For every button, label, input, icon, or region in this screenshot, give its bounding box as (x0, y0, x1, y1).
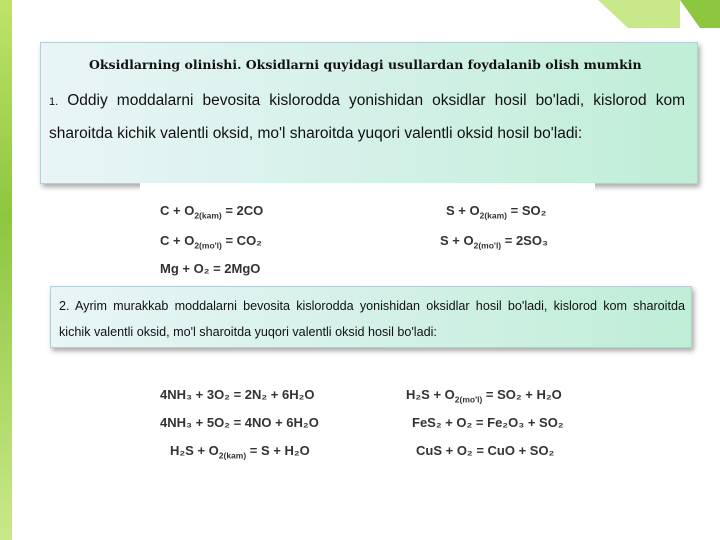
equation: $C + O_{2(kam)} = 2CO$ (160, 203, 264, 221)
info-card-2 (50, 286, 692, 348)
paragraph-text: Oddiy moddalarni bevosita kislorodda yonishidan oksidlar hosil bo'ladi, kislorod kom sharoitda kichik valentli oksid, mo'l sharoitda yuqori valentli oksid hosil bo'ladi: (49, 92, 685, 142)
equations-panel-2 (100, 377, 620, 492)
equation: $S + O_{2(kam)} = SO_2$ (446, 203, 547, 221)
equation: $H_2S + O_{2(kam)} = S + H_2O$ (170, 443, 310, 461)
item-number: 1. (49, 96, 59, 108)
equation: 4NH₃ + 3O₂ = 2N₂ + 6H₂O (160, 387, 315, 402)
equation: FeS₂ + O₂ = Fe₂O₃ + SO₂ (412, 415, 564, 430)
card-paragraph-1 (49, 85, 685, 149)
card-title: Oksidlarning olinishi. Oksidlarni quyidagi usullardan foydalanib olish mumkin (89, 57, 642, 72)
green-accent-bar (0, 0, 12, 540)
equation: 4NH₃ + 5O₂ = 4NO + 6H₂O (160, 415, 319, 430)
equation: CuS + O₂ = CuO + SO₂ (416, 443, 555, 458)
top-accent-shape (540, 0, 720, 28)
card-paragraph-2: 2. Ayrim murakkab moddalarni bevosita kislorodda yonishidan oksidlar hosil bo'ladi, kislorod kom sharoitda kichik valentli oksid, mo'l sharoitda yuqori valentli oksid hosil bo'ladi: (59, 299, 685, 339)
equation: $C + O_{2(mo'l)} = CO_2$ (160, 233, 262, 251)
info-card-1 (40, 42, 698, 184)
equations-panel-1 (140, 183, 595, 285)
equation: $H_2S + O_{2(mo'l)} = SO_2 + H_2O$ (406, 387, 562, 405)
equation: $S + O_{2(mo'l)} = 2SO_3$ (440, 233, 548, 251)
equation: Mg + O₂ = 2MgO (160, 261, 261, 276)
